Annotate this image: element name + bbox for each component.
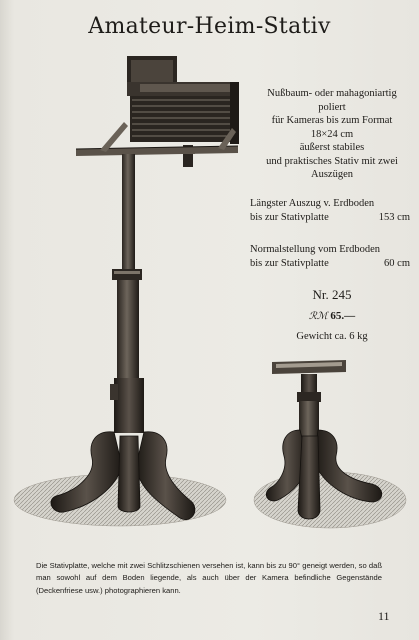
price-value: 65.— bbox=[330, 310, 356, 322]
spec-normal-position bbox=[250, 243, 410, 270]
spec-label: bis zur Stativplatte bbox=[250, 257, 329, 269]
spec-value: 60 cm bbox=[384, 257, 410, 269]
description-line: für Kameras bis zum Format bbox=[271, 115, 393, 126]
large-tripod-column bbox=[110, 154, 144, 433]
price-currency: ℛℳ bbox=[308, 311, 328, 322]
spec-value: 153 cm bbox=[378, 211, 410, 223]
product-weight: Gewicht ca. 6 kg bbox=[296, 331, 368, 342]
caption-text: Die Stativplatte, welche mit zwei Schlitzschienen versehen ist, kann bis zu 90° geneigt werden, so daß man sowohl auf dem Boden liegende, als auch über der Kamera befindliche Gegenstände (Deckenfriese usw.) photographieren kann. bbox=[36, 561, 382, 595]
page-title: Amateur-Heim-Stativ bbox=[88, 14, 331, 39]
description-line: Nußbaum- oder mahagoniartig bbox=[267, 88, 397, 99]
description-line: 18×24 cm bbox=[310, 128, 354, 140]
spec-label: Normalstellung vom Erdboden bbox=[250, 244, 381, 255]
large-tripod-legs bbox=[51, 432, 195, 520]
description-line: und praktisches Stativ mit zwei bbox=[266, 155, 398, 167]
spec-label: Längster Auszug v. Erdboden bbox=[250, 198, 375, 209]
spec-max-extension bbox=[250, 197, 410, 224]
product-description bbox=[246, 87, 418, 182]
product-number: Nr. 245 bbox=[312, 287, 352, 302]
description-line: Auszügen bbox=[311, 169, 353, 180]
description-line: poliert bbox=[318, 101, 346, 113]
description-line: äußerst stabiles bbox=[299, 142, 365, 153]
page-number: 11 bbox=[378, 609, 390, 623]
product-price bbox=[246, 310, 418, 322]
spec-label: bis zur Stativplatte bbox=[250, 211, 329, 223]
